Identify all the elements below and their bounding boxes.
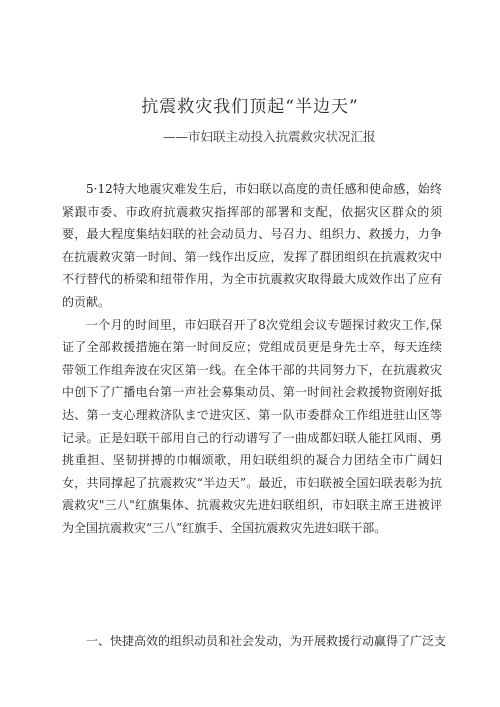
section-heading-1: 一、快捷高效的组织动员和社会发动，为开展救援行动赢得了广泛支: [86, 634, 447, 648]
document-body: [62, 178, 442, 540]
paragraph-month-summary: 一个月的时间里，市妇联召开了8次党组会议专题探讨救灾工作,保证了全部救援措施在第一时间反应；党组成员更是身先士卒，每天连续带领工作组奔波在灾区第一线。在全体干部的共同努力下，在抗震救灾中创下了广播电台第一声社会募集动员、第一时间社会救援物资刚好抵达、第一支心理救济队まで进灾区、第一队市委群众工作组进驻山区等记录。正是妇联干部用自己的行动谱写了一曲成都妇联人能扛风雨、勇挑重担、坚韧拼搏的巾帼颂歌，用妇联组织的凝合力团结全市广阔妇女，共同撑起了抗震救灾“半边天”。最近，市妇联被全国妇联表彰为抗震救灾"三八"红旗集体、抗震救灾先进妇联组织，市妇联主席王进被评为全国抗震救灾“三八”红旗手、全国抗震救灾先进妇联干部。: [62, 317, 442, 535]
document-title: 抗震救灾我们顶起“半边天”: [141, 97, 359, 117]
document-subtitle: ——市妇联主动投入抗震救灾状况汇报: [163, 129, 376, 144]
paragraph-intro: 5·12特大地震灾难发生后，市妇联以高度的责任感和使命感，始终紧跟市委、市政府抗震救灾指挥部的部署和支配，依据灾区群众的须要，最大程度集结妇联的社会动员力、号召力、组织力、救援力，力争在抗震救灾第一时间、第一线作出反应，发挥了群团组织在抗震救灾中不行替代的桥梁和纽带作用，为全市抗震救灾取得最大成效作出了应有的贡献。: [62, 182, 442, 309]
